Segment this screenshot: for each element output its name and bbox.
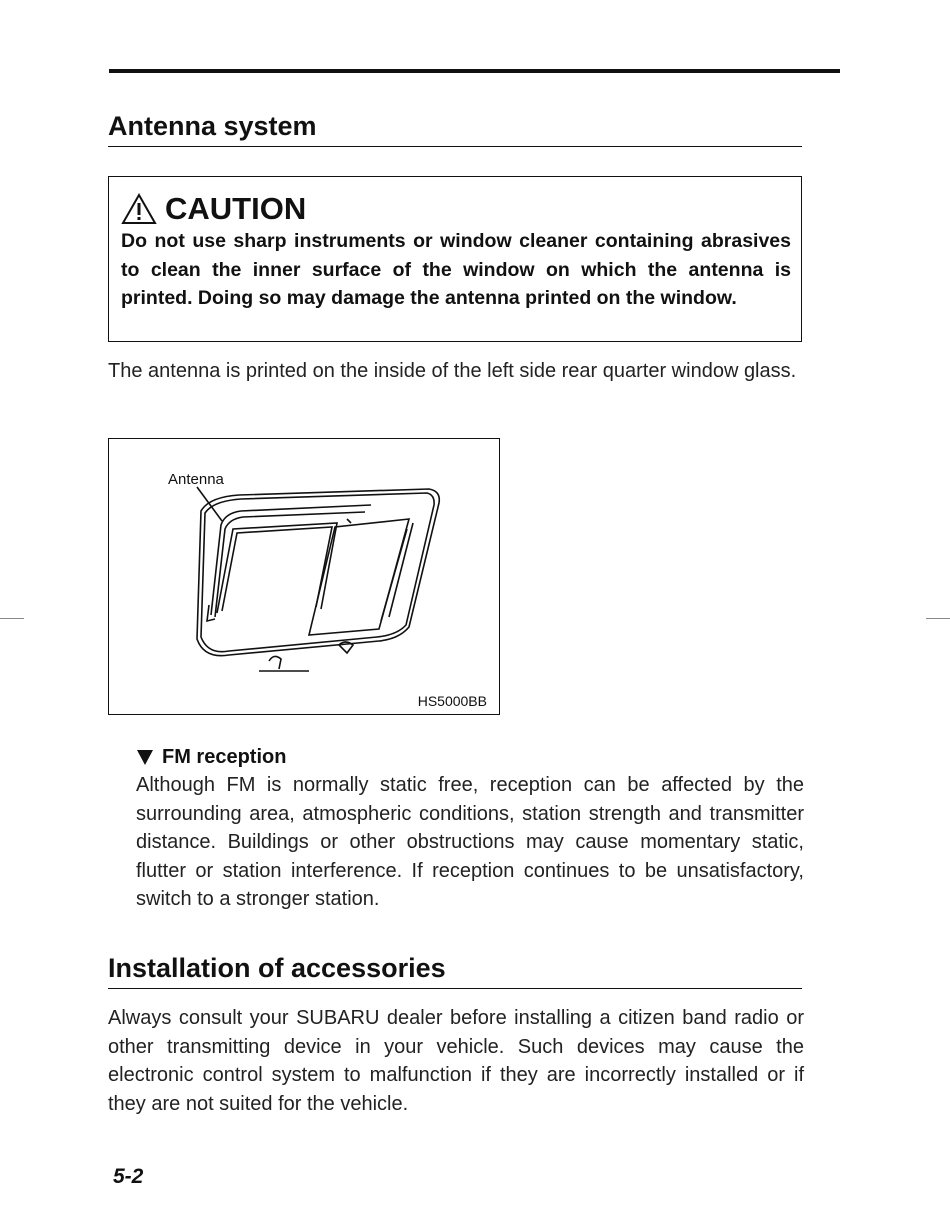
caution-label: CAUTION: [165, 191, 307, 226]
fm-reception-heading: [136, 744, 286, 770]
top-rule: [109, 69, 840, 73]
antenna-description: The antenna is printed on the inside of the left side rear quarter window glass.: [108, 360, 797, 382]
crop-mark-right: [926, 618, 950, 619]
antenna-system-heading: Antenna system: [108, 110, 802, 147]
figure-code: HS5000BB: [417, 693, 487, 709]
fm-reception-text: Although FM is normally static free, reception can be affected by the surrounding area, atmospheric conditions, station strength and transmitter distance. Buildings or other obstructions may cause momentary static, flutter or station interference. If reception continues to be unsatisfactory, switch to a stronger station.: [136, 774, 804, 910]
caution-box: [108, 176, 802, 342]
caution-title: [121, 191, 306, 227]
warning-triangle-icon: [121, 193, 157, 225]
installation-heading: Installation of accessories: [108, 952, 802, 989]
fm-reception-title: FM reception: [162, 746, 287, 768]
page-number: 5-2: [113, 1165, 144, 1188]
installation-text: Always consult your SUBARU dealer before installing a citizen band radio or other transmitting device in your vehicle. Such devices may cause the electronic control system to malfunction if they are incorrectly installed or if they are not suited for the vehicle.: [108, 1007, 804, 1115]
antenna-label: Antenna: [168, 471, 224, 488]
caution-text: Do not use sharp instruments or window cleaner containing abrasives to clean the inner surface of the window on which the antenna is printed. Doing so may damage the antenna printed on the window.: [121, 230, 791, 309]
antenna-figure: [108, 438, 500, 715]
triangle-down-icon: [136, 748, 154, 766]
crop-mark-left: [0, 618, 24, 619]
